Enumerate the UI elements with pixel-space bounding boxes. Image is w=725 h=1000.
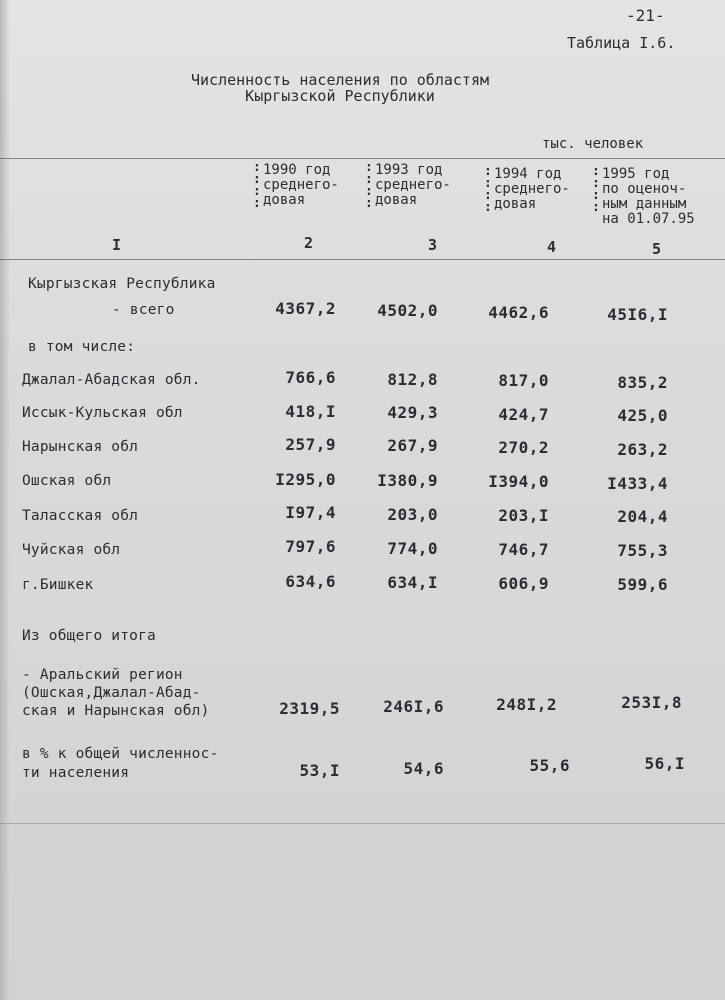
column-header-1990: 1990 год среднего- довая [263,162,339,208]
table-cell: 606,9 [498,574,549,593]
row-label: Чуйская обл [22,542,121,558]
column-number-2: 2 [304,234,314,252]
table-cell: 797,6 [285,537,336,556]
table-label: Таблица I.6. [567,34,676,52]
row-label: г.Бишкек [22,577,94,593]
row-label: Кыргызская Республика [28,276,216,292]
table-cell: 246I,6 [383,697,444,716]
table-cell: I394,0 [488,472,549,491]
table-cell: 429,3 [387,403,438,422]
row-label: - Аральский регион [22,667,183,683]
table-cell: 55,6 [529,756,570,775]
table-cell: 248I,2 [496,695,557,714]
units-label: тыс. человек [542,136,644,152]
column-number-5: 5 [652,240,662,258]
table-cell: 599,6 [617,575,668,594]
table-title [150,72,530,104]
table-cell: 4367,2 [275,299,336,318]
column-separator: : : : : [592,164,600,215]
column-number-4: 4 [547,238,557,256]
table-bottom-rule [0,823,725,824]
table-cell: 774,0 [387,539,438,558]
row-label: Из общего итога [22,628,156,644]
table-cell: 53,I [299,761,340,780]
table-cell: 425,0 [617,406,668,425]
column-number-1: I [112,236,122,254]
table-cell: 755,3 [617,541,668,560]
table-cell: I380,9 [377,471,438,490]
table-cell: 203,I [498,506,549,525]
row-label: в % к общей численнос- [22,746,219,762]
table-cell: 424,7 [498,405,549,424]
table-cell: 253I,8 [621,693,682,712]
table-cell: 263,2 [617,440,668,459]
title-line-1: Численность населения по областям [190,71,489,89]
page-number: -21- [626,6,665,25]
table-cell: 203,0 [387,505,438,524]
row-label: Таласская обл [22,508,139,524]
table-cell: 4462,6 [488,303,549,322]
row-label: ская и Нарынская обл) [22,703,210,719]
table-cell: 2319,5 [279,699,340,718]
table-cell: 45I6,I [607,305,668,324]
row-label: (Ошская,Джалал-Абад- [22,685,201,701]
table-cell: I433,4 [607,474,668,493]
row-label: Иссык-Кульская обл [22,405,183,421]
header-bottom-rule [0,259,725,260]
header-top-rule [0,158,725,159]
table-cell: 54,6 [403,759,444,778]
row-label: Нарынская обл [22,439,139,455]
table-cell: 835,2 [617,373,668,392]
table-cell: 746,7 [498,540,549,559]
row-label: в том числе: [28,339,136,355]
row-label: Джалал-Абадская обл. [22,372,201,388]
table-cell: I295,0 [275,470,336,489]
table-cell: 817,0 [498,371,549,390]
table-cell: 766,6 [285,368,336,387]
table-cell: 634,I [387,573,438,592]
table-cell: 270,2 [498,438,549,457]
table-cell: 257,9 [285,435,336,454]
column-header-1995: 1995 год по оценоч- ным данным на 01.07.95 [602,166,695,227]
column-number-3: 3 [428,236,438,254]
table-cell: 56,I [644,754,685,773]
row-label: Ошская обл [22,473,112,489]
row-label: - всего [112,302,175,318]
column-separator: : : : : [365,160,373,211]
table-cell: 634,6 [285,572,336,591]
table-cell: 267,9 [387,436,438,455]
column-separator: : : : : [253,160,261,211]
column-separator: : : : : [484,164,492,215]
title-line-2: Кыргызской Республики [245,87,435,105]
row-label: ти населения [22,765,130,781]
column-header-1994: 1994 год среднего- довая [494,166,570,212]
page-edge-shadow [0,0,10,1000]
table-cell: 4502,0 [377,301,438,320]
table-cell: I97,4 [285,503,336,522]
column-header-1993: 1993 год среднего- довая [375,162,451,208]
table-cell: 812,8 [387,370,438,389]
table-cell: 418,I [285,402,336,421]
table-cell: 204,4 [617,507,668,526]
